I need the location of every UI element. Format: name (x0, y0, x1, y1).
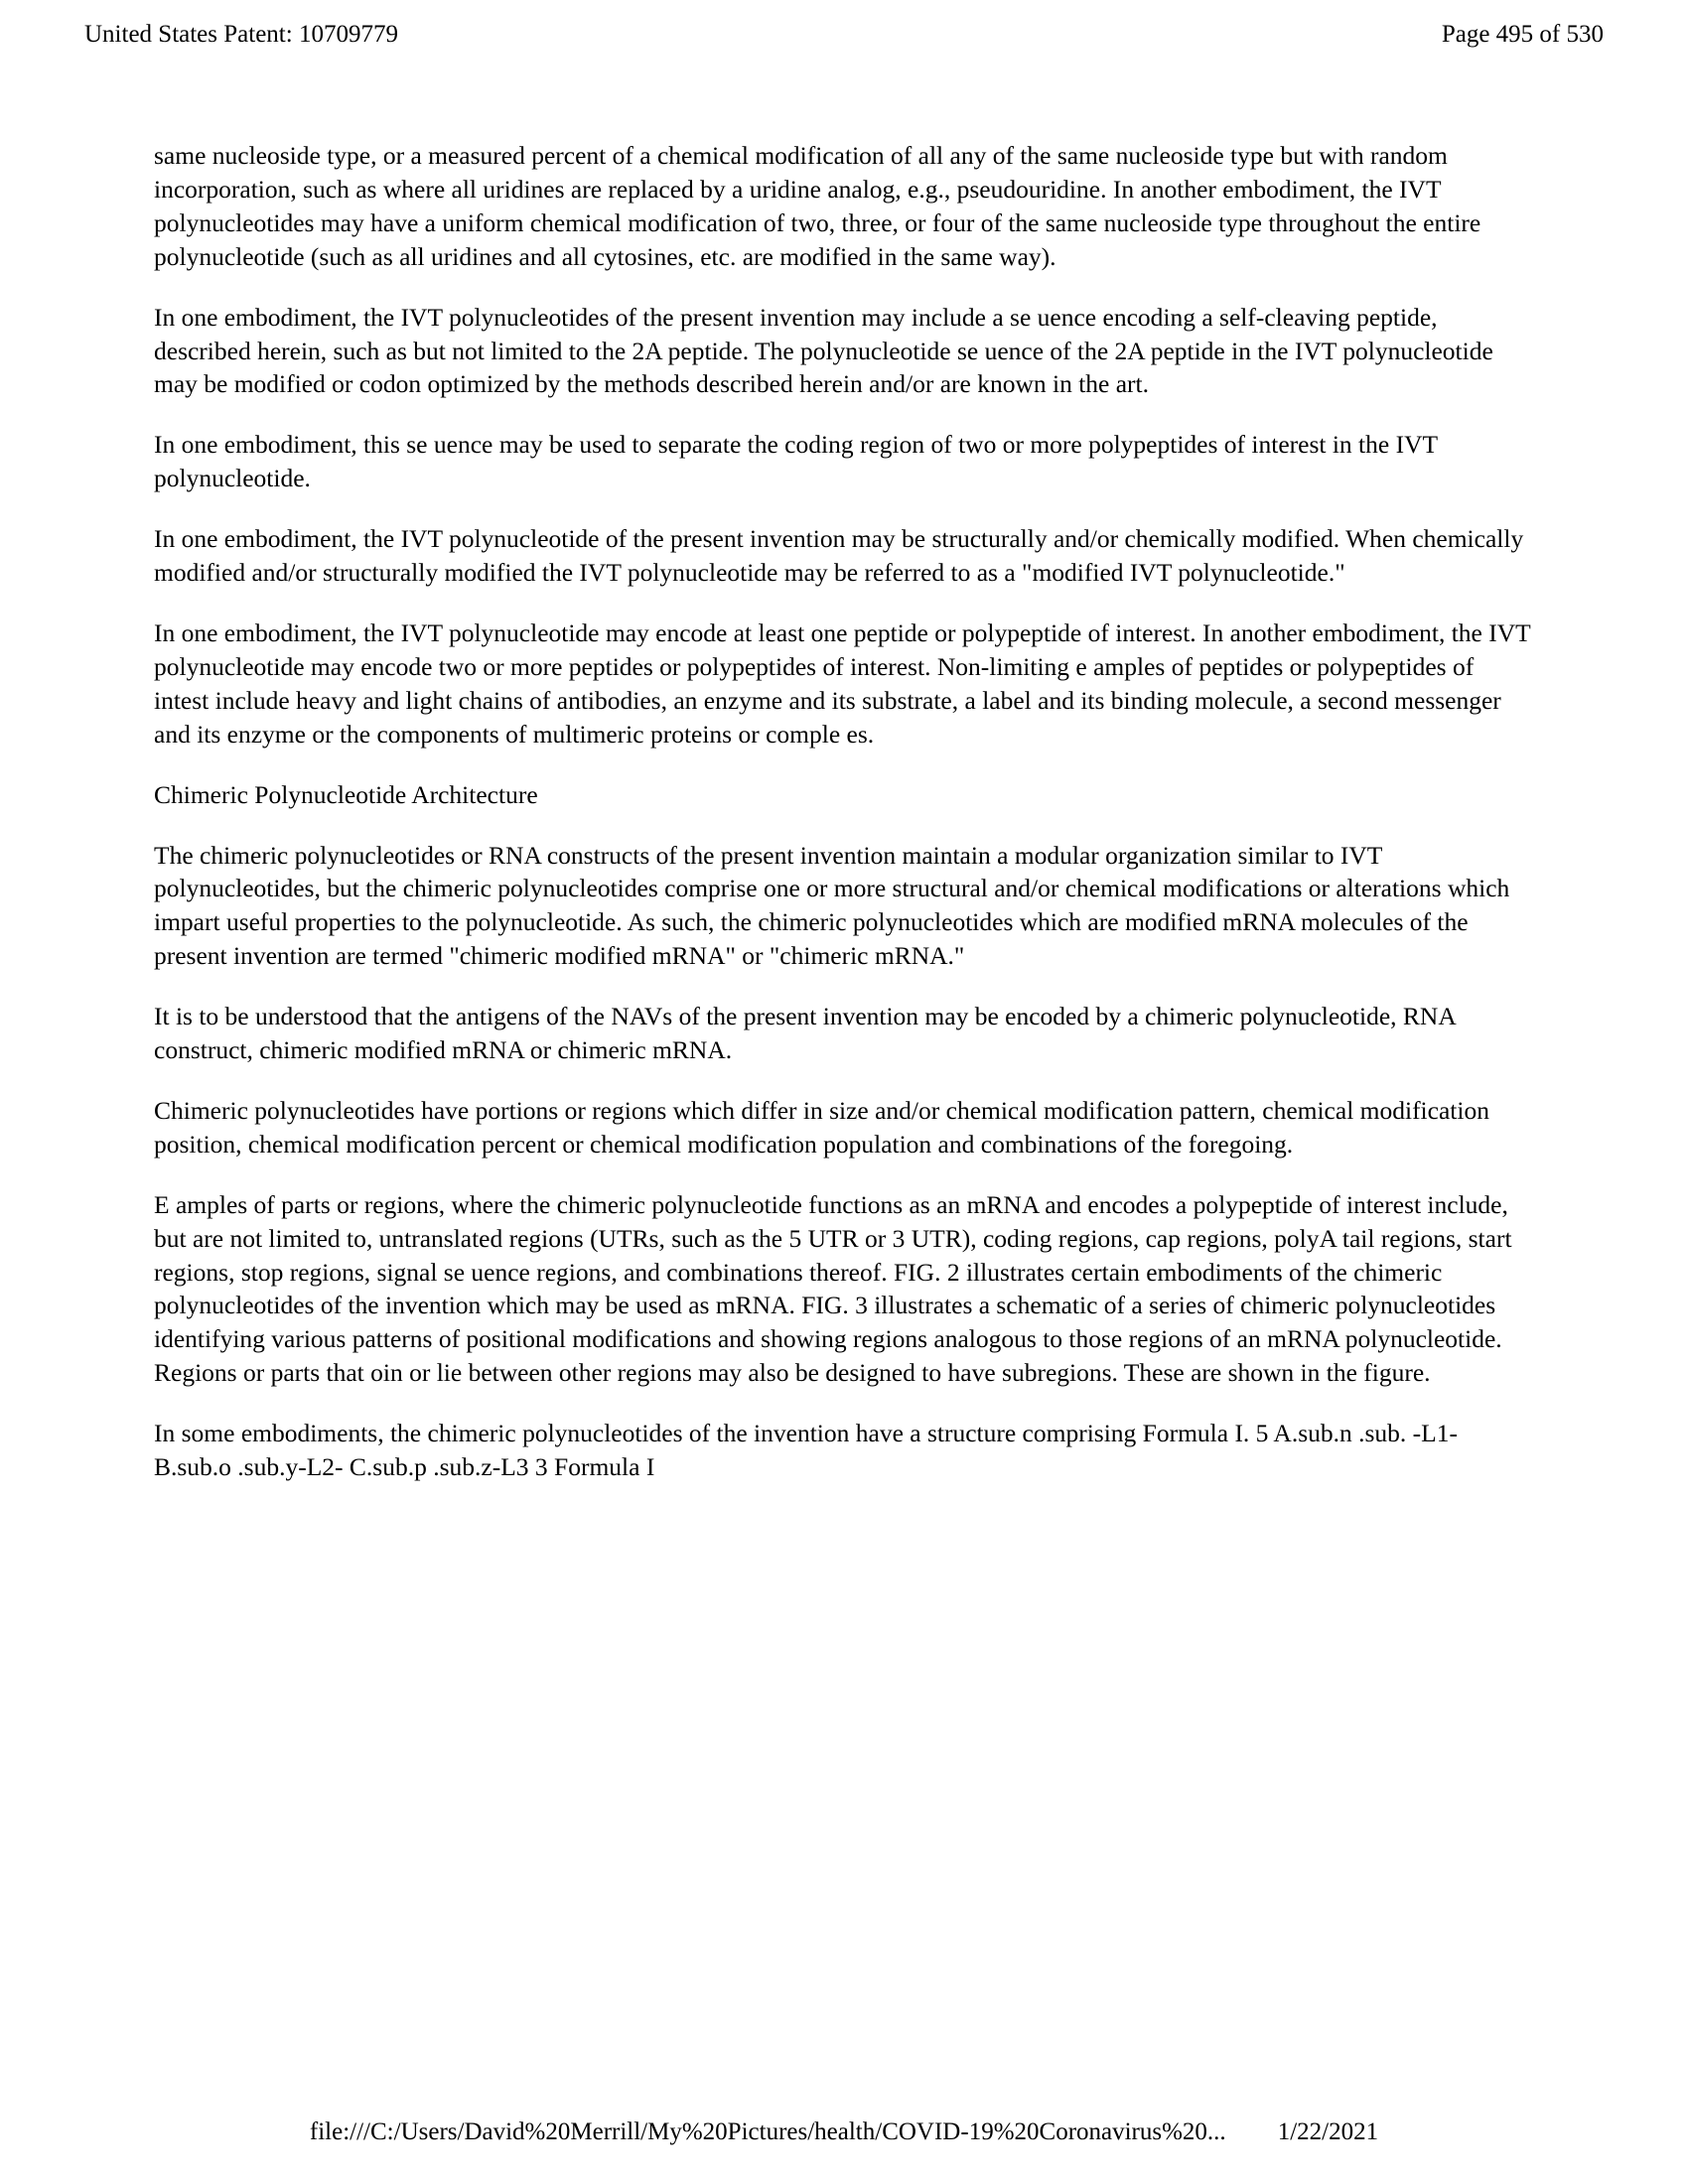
page-header (0, 0, 1688, 60)
patent-title: United States Patent: 10709779 (84, 21, 398, 48)
body-paragraph: same nucleoside type, or a measured percent of a chemical modification of all any of the same nucleoside type but with random incorporation, such as where all uridines are replaced by a uridine analog, e.g., pseudouridine. In another embodiment, the IVT polynucleotides may have a uniform chemical modification of two, three, or four of the same nucleoside type throughout the entire polynucleotide (such as all uridines and all cytosines, etc. are modified in the same way). (154, 141, 1481, 271)
body-paragraph: Chimeric polynucleotides have portions or regions which differ in size and/or chemical modification pattern, chemical modification position, chemical modification percent or chemical modification population and combinations of the foregoing. (154, 1095, 1489, 1159)
page-number: Page 495 of 530 (1441, 21, 1604, 48)
body-paragraph: The chimeric polynucleotides or RNA constructs of the present invention maintain a modular organization similar to IVT polynucleotides, but the chimeric polynucleotides comprise one or more structural and/or chemical modifications or alterations which impart useful properties to the polynucleotide. As such, the chimeric polynucleotides which are modified mRNA molecules of the present invention are termed "chimeric modified mRNA" or "chimeric mRNA." (154, 840, 1510, 971)
body-paragraph: In one embodiment, the IVT polynucleotide may encode at least one peptide or polypeptide of interest. In another embodiment, the IVT polynucleotide may encode two or more peptides or polypeptides of interest. Non-limiting e amples of peptides or polypeptides of intest include heavy and light chains of antibodies, an enzyme and its substrate, a label and its binding molecule, a second messenger and its enzyme or the components of multimeric proteins or comple es. (154, 617, 1531, 749)
body-paragraph: In one embodiment, this se uence may be used to separate the coding region of two or more polypeptides of interest in the IVT polynucleotide. (154, 430, 1438, 493)
document-body (154, 139, 1534, 1511)
print-date: 1/22/2021 (1277, 2118, 1379, 2145)
body-paragraph: In some embodiments, the chimeric polynucleotides of the invention have a structure comprising Formula I. 5 A.sub.n .sub. -L1- B.sub.o .sub.y-L2- C.sub.p .sub.z-L3 3 Formula I (154, 1419, 1458, 1482)
body-paragraph: It is to be understood that the antigens of the NAVs of the present invention may be encoded by a chimeric polynucleotide, RNA construct, chimeric modified mRNA or chimeric mRNA. (154, 1002, 1456, 1065)
page-footer (0, 2118, 1688, 2146)
body-paragraph: In one embodiment, the IVT polynucleotide of the present invention may be structurally and/or chemically modified. When chemically modified and/or structurally modified the IVT polynucleotide may be referred to as a "modified IVT polynucleotide." (154, 524, 1524, 588)
file-path: file:///C:/Users/David%20Merrill/My%20Pictures/health/COVID-19%20Coronavirus%20... (309, 2118, 1226, 2145)
body-paragraph: In one embodiment, the IVT polynucleotides of the present invention may include a se uence encoding a self-cleaving peptide, described herein, such as but not limited to the 2A peptide. The polynucleotide se uence of the 2A peptide in the IVT polynucleotide may be modified or codon optimized by the methods described herein and/or are known in the art. (154, 302, 1493, 399)
body-paragraph: E amples of parts or regions, where the chimeric polynucleotide functions as an mRNA and encodes a polypeptide of interest include, but are not limited to, untranslated regions (UTRs, such as the 5 UTR or 3 UTR), coding regions, cap regions, polyA tail regions, start regions, stop regions, signal se uence regions, and combinations thereof. FIG. 2 illustrates certain embodiments of the chimeric polynucleotides of the invention which may be used as mRNA. FIG. 3 illustrates a schematic of a series of chimeric polynucleotides identifying various patterns of positional modifications and showing regions analogous to those regions of an mRNA polynucleotide. Regions or parts that oin or lie between other regions may also be designed to have subregions. These are shown in the figure. (154, 1189, 1512, 1388)
section-heading: Chimeric Polynucleotide Architecture (154, 779, 538, 809)
